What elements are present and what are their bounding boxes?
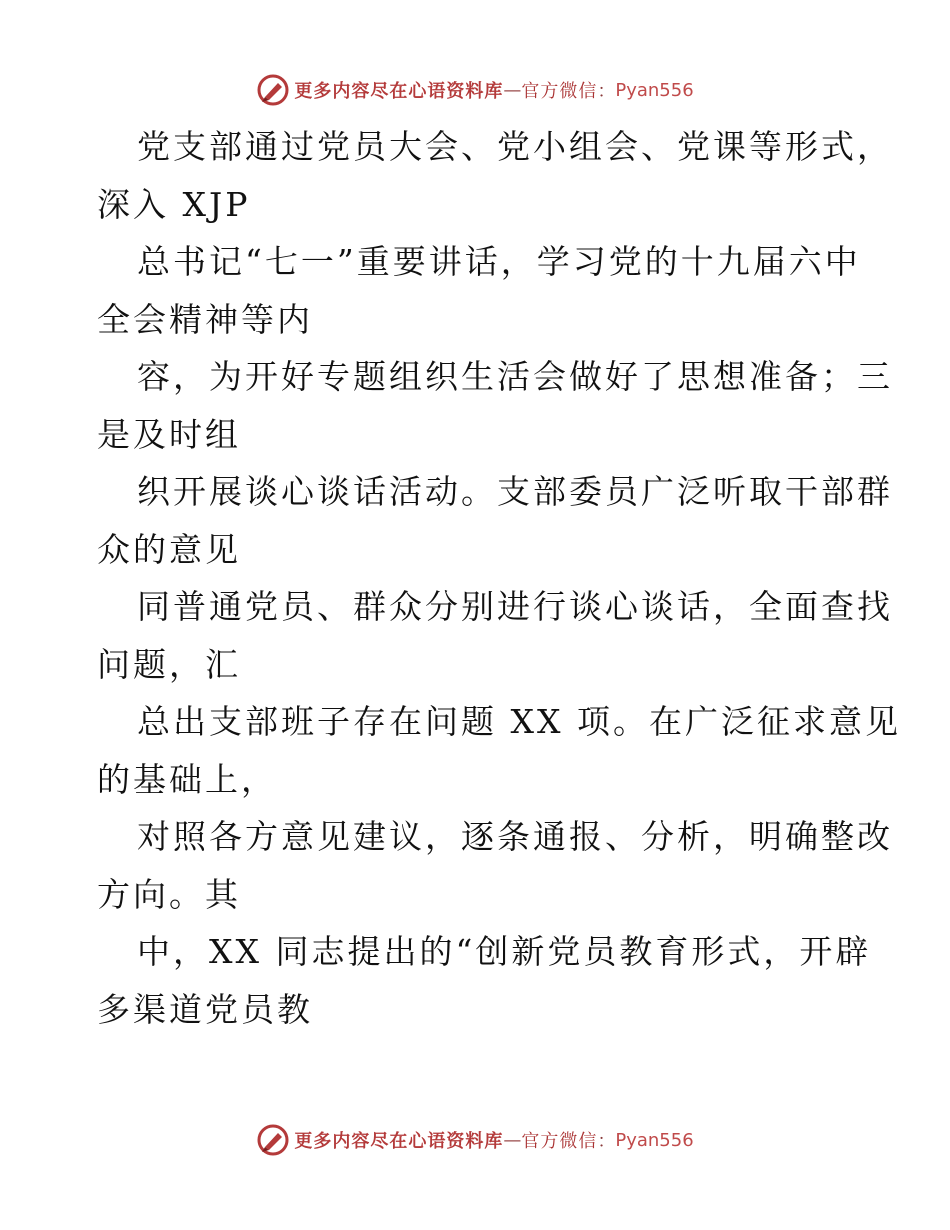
body-line: 深入 XJP bbox=[97, 184, 251, 224]
body-line: 是及时组 bbox=[97, 414, 241, 454]
pen-logo-icon bbox=[256, 1123, 290, 1157]
banner-separator: ： bbox=[597, 1131, 616, 1152]
banner-label: 官方微信 bbox=[521, 81, 598, 102]
body-line: 多渠道党员教 bbox=[97, 989, 313, 1029]
banner-dash: — bbox=[503, 1129, 522, 1151]
body-line: 问题，汇 bbox=[97, 644, 241, 684]
body-line: 总出支部班子存在问题 XX 项。在广泛征求意见 bbox=[137, 702, 901, 741]
banner-separator: ： bbox=[597, 81, 616, 102]
body-line: 党支部通过党员大会、党小组会、党课等形式， bbox=[137, 127, 893, 166]
body-line: 众的意见 bbox=[97, 529, 241, 569]
body-line: 同普通党员、群众分别进行谈心谈话，全面查找 bbox=[137, 587, 893, 626]
body-line: 全会精神等内 bbox=[97, 299, 313, 339]
body-line: 总书记“七一”重要讲话，学习党的十九届六中 bbox=[137, 242, 861, 281]
banner-account: Pyan556 bbox=[615, 79, 694, 101]
body-line: 织开展谈心谈话活动。支部委员广泛听取干部群 bbox=[137, 472, 893, 511]
document-body bbox=[0, 118, 950, 1038]
footer-watermark-banner bbox=[0, 1120, 950, 1160]
body-line: 容，为开好专题组织生活会做好了思想准备；三 bbox=[137, 357, 893, 396]
body-line: 方向。其 bbox=[97, 874, 241, 914]
banner-label: 官方微信 bbox=[521, 1131, 598, 1152]
body-line: 的基础上， bbox=[97, 759, 277, 799]
banner-account: Pyan556 bbox=[615, 1129, 694, 1151]
pen-logo-icon bbox=[256, 73, 290, 107]
banner-brand-text: 更多内容尽在心语资料库 bbox=[294, 81, 504, 102]
banner-brand-text: 更多内容尽在心语资料库 bbox=[294, 1131, 504, 1152]
body-line: 中，XX 同志提出的“创新党员教育形式，开辟 bbox=[137, 932, 872, 971]
body-line: 对照各方意见建议，逐条通报、分析，明确整改 bbox=[137, 817, 893, 856]
header-watermark-banner bbox=[0, 70, 950, 110]
banner-dash: — bbox=[503, 79, 522, 101]
